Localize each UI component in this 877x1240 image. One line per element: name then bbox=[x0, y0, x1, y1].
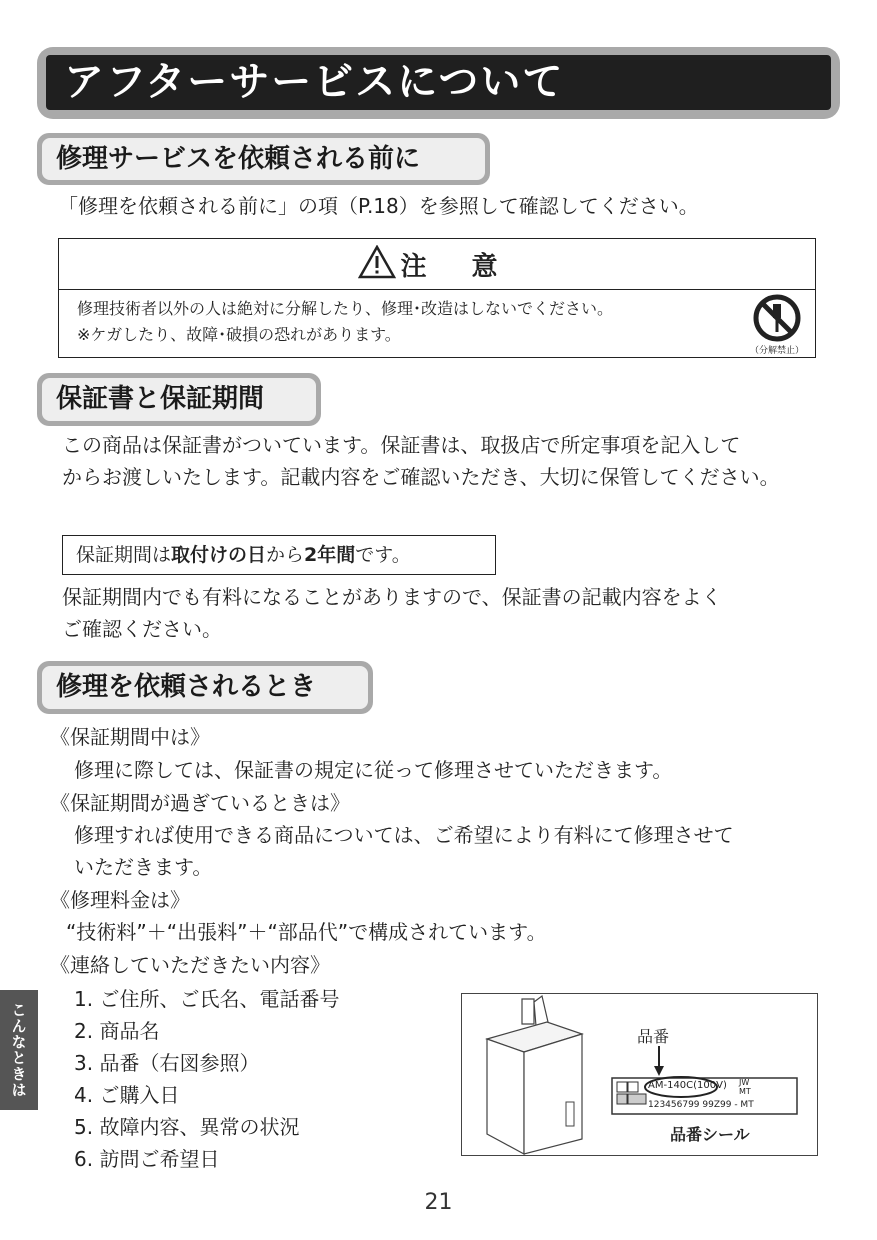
no-disassembly-label: （分解禁止） bbox=[749, 346, 804, 356]
page-title: アフターサービスについて bbox=[46, 55, 831, 110]
no-disassembly-icon bbox=[752, 294, 802, 342]
warranty-note-line: ご確認ください。 bbox=[62, 617, 222, 641]
section-heading-label: 修理サービスを依頼される前に bbox=[42, 138, 485, 180]
subheading-after-warranty: 《保証期間が過ぎているときは》 bbox=[50, 791, 350, 815]
period-start-emphasis: 取付けの日 bbox=[171, 544, 267, 566]
list-item: 4. ご購入日 bbox=[74, 1083, 180, 1107]
section-heading-label: 修理を依頼されるとき bbox=[42, 666, 368, 709]
list-item: 5. 故障内容、異常の状況 bbox=[74, 1115, 300, 1139]
caution-text bbox=[77, 296, 613, 348]
period-mid: から bbox=[266, 544, 305, 566]
subheading-repair-fee: 《修理料金は》 bbox=[50, 888, 190, 912]
list-item: 3. 品番（右図参照） bbox=[74, 1051, 260, 1075]
model-callout-label: 品番 bbox=[637, 1027, 670, 1046]
caution-line: ※ケガしたり、故障･破損の恐れがあります。 bbox=[77, 325, 401, 344]
section-heading-before-repair bbox=[37, 133, 490, 185]
label-code: MT bbox=[739, 1087, 751, 1096]
warranty-note-line: 保証期間内でも有料になることがありますので、保証書の記載内容をよく bbox=[62, 585, 722, 609]
caution-box bbox=[58, 238, 816, 358]
label-code: JW bbox=[739, 1078, 750, 1087]
subheading-in-warranty: 《保証期間中は》 bbox=[50, 725, 210, 749]
period-length-emphasis: 2年間 bbox=[304, 544, 356, 566]
subheading-contact-info: 《連絡していただきたい内容》 bbox=[50, 953, 330, 977]
device-illustration bbox=[462, 994, 817, 1155]
caution-line: 修理技術者以外の人は絶対に分解したり、修理･改造はしないでください。 bbox=[77, 299, 614, 318]
side-index-tab: こんなときは bbox=[0, 990, 38, 1110]
section-heading-request-repair bbox=[37, 661, 373, 714]
serial-number-text: 123456799 99Z99 - MT bbox=[648, 1100, 754, 1110]
repair-fee-text: “技術料”＋“出張料”＋“部品代”で構成されています。 bbox=[66, 920, 547, 944]
after-warranty-text: 修理すれば使用できる商品については、ご希望により有料にて修理させて bbox=[74, 823, 734, 847]
warranty-text-line: からお渡しいたします。記載内容をご確認いただき、大切に保管してください。 bbox=[62, 465, 780, 489]
warranty-period-box bbox=[62, 535, 496, 575]
after-warranty-text: いただきます。 bbox=[74, 855, 213, 879]
no-disassembly-sign bbox=[741, 294, 813, 356]
section1-text: 「修理を依頼される前に」の項（P.18）を参照して確認してください。 bbox=[58, 194, 699, 218]
model-number-text: AM-140C(100V) bbox=[648, 1080, 727, 1091]
list-item: 6. 訪問ご希望日 bbox=[74, 1147, 220, 1171]
caution-title: 注 意 bbox=[400, 251, 516, 282]
warranty-text-line: この商品は保証書がついています。保証書は、取扱店で所定事項を記入して bbox=[62, 433, 741, 457]
caution-header bbox=[59, 239, 815, 290]
figure-caption: 品番シール bbox=[670, 1125, 750, 1144]
section-heading-warranty bbox=[37, 373, 321, 426]
period-suffix: です。 bbox=[355, 544, 411, 566]
section-heading-label: 保証書と保証期間 bbox=[42, 378, 316, 421]
period-prefix: 保証期間は bbox=[76, 544, 172, 566]
list-item: 2. 商品名 bbox=[74, 1019, 160, 1043]
list-item: 1. ご住所、ご氏名、電話番号 bbox=[74, 987, 340, 1011]
warning-triangle-icon bbox=[358, 245, 396, 283]
in-warranty-text: 修理に際しては、保証書の規定に従って修理させていただきます。 bbox=[74, 758, 673, 782]
model-label-figure bbox=[461, 993, 818, 1156]
page-number: 21 bbox=[424, 1190, 453, 1215]
